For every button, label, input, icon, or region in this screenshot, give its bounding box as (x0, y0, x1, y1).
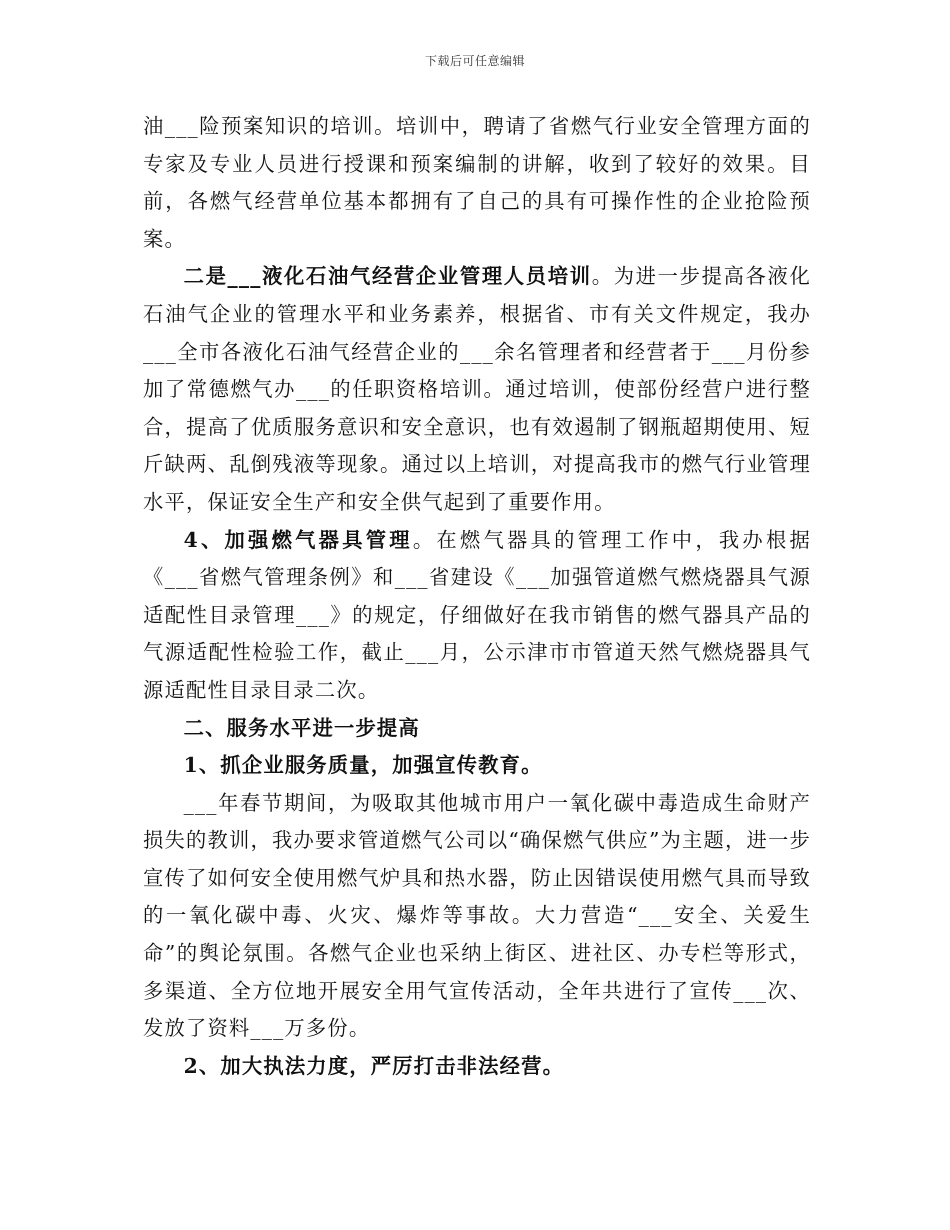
paragraph-1 (143, 108, 811, 258)
paragraph-2 (143, 258, 811, 521)
paragraph-3-heading: 4、加强燃气器具管理 (183, 527, 413, 552)
section-heading-text: 二、服务水平进一步提高 (183, 715, 420, 740)
paragraph-1-text: 油___险预案知识的培训。培训中，聘请了省燃气行业安全管理方面的专家及专业人员进行授课和预案编制的讲解，收到了较好的效果。目前，各燃气经营单位基本都拥有了自己的具有可操作性的企业抢险预案。 (143, 114, 811, 251)
subsection-heading-1-text: 1、抓企业服务质量，加强宣传教育。 (183, 753, 543, 778)
paragraph-3-text: 。在燃气器具的管理工作中，我办根据《___省燃气管理条例》和___省建设《___加强管道燃气燃烧器具气源适配性目录管理___》的规定，仔细做好在我市销售的燃气器具产品的气源适配性检验工作，截止___月，公示津市市管道天然气燃烧器具气源适配性目录目录二次。 (143, 527, 811, 702)
subsection-heading-2-text: 2、加大执法力度，严厉打击非法经营。 (183, 1053, 565, 1078)
paragraph-4 (143, 785, 811, 1048)
paragraph-3 (143, 522, 811, 710)
section-heading (143, 710, 811, 748)
page-header-note: 下载后可任意编辑 (424, 54, 525, 68)
subsection-heading-1 (143, 747, 811, 785)
subsection-heading-2 (143, 1048, 811, 1086)
paragraph-4-text: ___年春节期间，为吸取其他城市用户一氧化碳中毒造成生命财产损失的教训，我办要求管道燃气公司以“确保燃气供应”为主题，进一步宣传了如何安全使用燃气炉具和热水器，防止因错误使用燃气具而导致的一氧化碳中毒、火灾、爆炸等事故。大力营造“___安全、关爱生命”的舆论氛围。各燃气企业也采纳上街区、进社区、办专栏等形式，多渠道、全方位地开展安全用气宣传活动，全年共进行了宣传___次、发放了资料___万多份。 (143, 790, 811, 1041)
paragraph-2-text: 。为进一步提高各液化石油气企业的管理水平和业务素养，根据省、市有关文件规定，我办___全市各液化石油气经营企业的___余名管理者和经营者于___月份参加了常德燃气办___的任职资格培训。通过培训，使部份经营户进行整合，提高了优质服务意识和安全意识，也有效遏制了钢瓶超期使用、短斤缺两、乱倒残液等现象。通过以上培训，对提高我市的燃气行业管理水平，保证安全生产和安全供气起到了重要作用。 (143, 264, 811, 514)
document-body (143, 108, 811, 1085)
paragraph-2-heading: 二是___液化石油气经营企业管理人员培训 (183, 264, 592, 289)
